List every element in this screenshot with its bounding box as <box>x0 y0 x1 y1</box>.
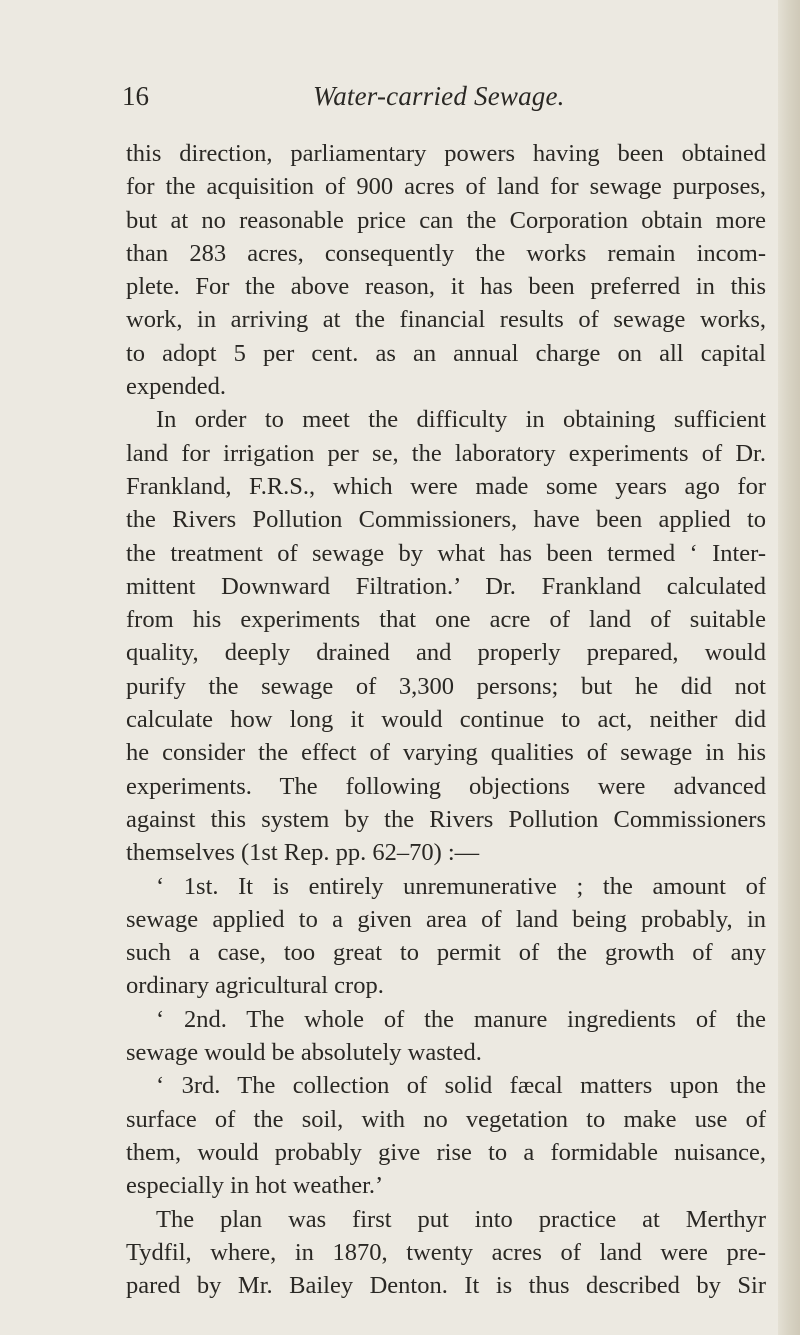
page-edge-shadow <box>778 0 800 1335</box>
text-line: purify the sewage of 3,300 persons; but he did not <box>126 672 766 700</box>
text-line: pared by Mr. Bailey Denton. It is thus described by Sir <box>126 1272 766 1300</box>
paragraph-start-line: ‘ 2nd. The whole of the manure ingredients of the <box>156 1005 766 1033</box>
text-line: than 283 acres, consequently the works remain incom- <box>126 239 766 267</box>
text-line: for the acquisition of 900 acres of land for sewage purposes, <box>126 173 766 201</box>
text-line: ordinary agricultural crop. <box>126 972 384 1000</box>
paragraph-start-line: In order to meet the difficulty in obtaining sufficient <box>156 406 766 434</box>
text-line: to adopt 5 per cent. as an annual charge on all capital <box>126 339 766 367</box>
paragraph-start-line: ‘ 3rd. The collection of solid fæcal matters upon the <box>156 1072 766 1100</box>
text-line: the Rivers Pollution Commissioners, have been applied to <box>126 506 766 534</box>
text-line: mittent Downward Filtration.’ Dr. Frankland calculated <box>126 572 766 600</box>
page-number: 16 <box>122 81 149 111</box>
paragraph-start-line: The plan was first put into practice at Merthyr <box>156 1205 766 1233</box>
text-line: calculate how long it would continue to act, neither did <box>126 706 766 734</box>
text-line: this direction, parliamentary powers having been obtained <box>126 140 766 167</box>
paragraph-start-line: ‘ 1st. It is entirely unremunerative ; the amount of <box>156 872 766 900</box>
text-line: sewage applied to a given area of land being probably, in <box>126 905 766 933</box>
text-line: experiments. The following objections were advanced <box>126 772 766 800</box>
text-line: against this system by the Rivers Pollution Commissioners <box>126 805 766 833</box>
running-head <box>122 78 762 114</box>
text-line: themselves (1st Rep. pp. 62–70) :— <box>126 839 480 867</box>
text-line: such a case, too great to permit of the growth of any <box>126 939 766 967</box>
text-line: land for irrigation per se, the laboratory experiments of Dr. <box>126 439 766 467</box>
text-line: sewage would be absolutely wasted. <box>126 1039 482 1067</box>
text-line: Tydfil, where, in 1870, twenty acres of land were pre- <box>126 1238 766 1266</box>
text-line: them, would probably give rise to a formidable nuisance, <box>126 1138 766 1166</box>
text-line: surface of the soil, with no vegetation to make use of <box>126 1105 766 1133</box>
text-line: from his experiments that one acre of land of suitable <box>126 606 766 634</box>
text-line: work, in arriving at the financial results of sewage works, <box>126 306 766 334</box>
text-line: especially in hot weather.’ <box>126 1172 384 1200</box>
running-title: Water-carried Sewage. <box>313 81 565 111</box>
text-line: he consider the effect of varying qualities of sewage in his <box>126 739 766 767</box>
text-line: but at no reasonable price can the Corporation obtain more <box>126 206 766 234</box>
text-line: Frankland, F.R.S., which were made some years ago for <box>126 472 766 500</box>
text-line: expended. <box>126 373 226 401</box>
text-line: plete. For the above reason, it has been preferred in this <box>126 273 766 301</box>
text-line: the treatment of sewage by what has been termed ‘ Inter- <box>126 539 766 567</box>
text-line: quality, deeply drained and properly prepared, would <box>126 639 766 667</box>
body-text <box>126 137 766 1302</box>
